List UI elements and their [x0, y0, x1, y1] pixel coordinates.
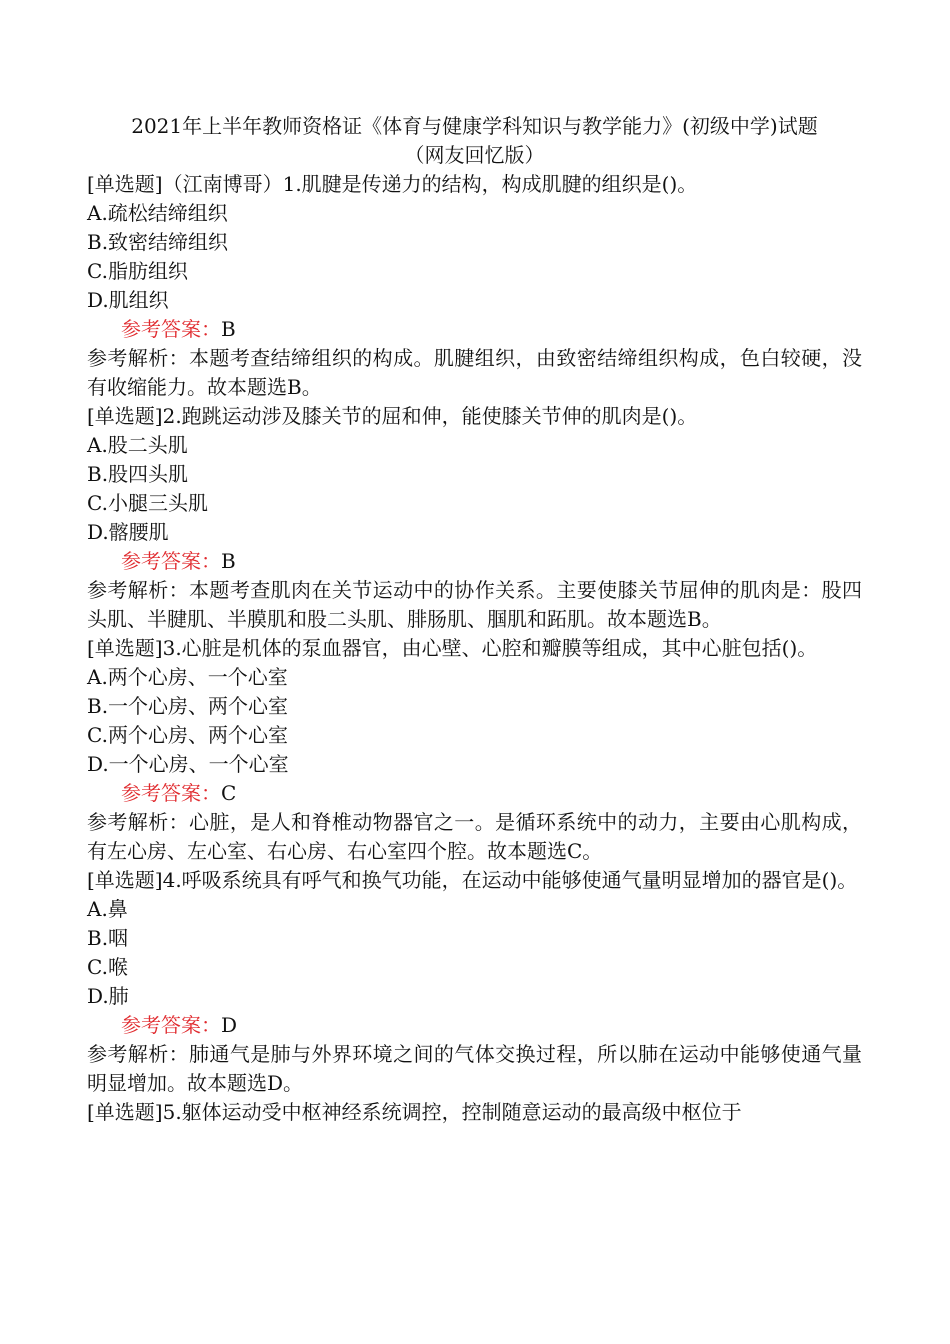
option-b: B.咽	[87, 926, 129, 950]
option-c: C.喉	[87, 955, 128, 979]
option-c: C.脂肪组织	[87, 259, 188, 283]
question-2	[87, 402, 862, 634]
option-b: B.股四头肌	[87, 462, 189, 486]
document-page	[87, 112, 862, 1127]
reference-answer	[87, 1011, 862, 1040]
option-d: D.髂腰肌	[87, 520, 169, 544]
question-3	[87, 634, 862, 866]
question-stem: [单选题]3.心脏是机体的泵血器官，由心壁、心腔和瓣膜等组成，其中心脏包括()。	[87, 636, 818, 660]
answer-value: D	[221, 1013, 238, 1037]
question-1	[87, 170, 862, 402]
option-d: D.一个心房、一个心室	[87, 752, 289, 776]
reference-answer	[87, 547, 862, 576]
title-line-1: 2021年上半年教师资格证《体育与健康学科知识与教学能力》(初级中学)试题	[131, 114, 818, 138]
answer-value: B	[221, 549, 236, 573]
option-a: A.疏松结缔组织	[87, 201, 228, 225]
question-4	[87, 866, 862, 1098]
document-title	[87, 112, 862, 170]
answer-label: 参考答案：	[121, 549, 221, 573]
answer-value: B	[221, 317, 236, 341]
answer-label: 参考答案：	[121, 1013, 221, 1037]
option-d: D.肌组织	[87, 288, 169, 312]
answer-label: 参考答案：	[121, 781, 221, 805]
analysis: 参考解析：本题考查肌肉在关节运动中的协作关系。主要使膝关节屈伸的肌肉是：股四头肌、半腱肌、半膜肌和股二头肌、腓肠肌、腘肌和跖肌。故本题选B。	[87, 578, 862, 631]
answer-value: C	[221, 781, 237, 805]
answer-label: 参考答案：	[121, 317, 221, 341]
option-a: A.两个心房、一个心室	[87, 665, 288, 689]
option-d: D.肺	[87, 984, 129, 1008]
option-b: B.致密结缔组织	[87, 230, 229, 254]
question-5	[87, 1098, 862, 1127]
option-a: A.鼻	[87, 897, 128, 921]
analysis: 参考解析：肺通气是肺与外界环境之间的气体交换过程，所以肺在运动中能够使通气量明显增加。故本题选D。	[87, 1042, 862, 1095]
question-stem: [单选题]5.躯体运动受中枢神经系统调控，控制随意运动的最高级中枢位于	[87, 1100, 742, 1124]
question-stem: [单选题]4.呼吸系统具有呼气和换气功能，在运动中能够使通气量明显增加的器官是()。	[87, 868, 858, 892]
question-stem: [单选题]（江南博哥）1.肌腱是传递力的结构，构成肌腱的组织是()。	[87, 172, 698, 196]
option-c: C.两个心房、两个心室	[87, 723, 288, 747]
analysis: 参考解析：本题考查结缔组织的构成。肌腱组织，由致密结缔组织构成，色白较硬，没有收缩能力。故本题选B。	[87, 346, 862, 399]
option-c: C.小腿三头肌	[87, 491, 208, 515]
question-stem: [单选题]2.跑跳运动涉及膝关节的屈和伸，能使膝关节伸的肌肉是()。	[87, 404, 698, 428]
option-b: B.一个心房、两个心室	[87, 694, 289, 718]
reference-answer	[87, 315, 862, 344]
reference-answer	[87, 779, 862, 808]
option-a: A.股二头肌	[87, 433, 188, 457]
title-line-2: （网友回忆版）	[404, 143, 545, 167]
analysis: 参考解析：心脏，是人和脊椎动物器官之一。是循环系统中的动力，主要由心肌构成，有左心房、左心室、右心房、右心室四个腔。故本题选C。	[87, 810, 862, 863]
